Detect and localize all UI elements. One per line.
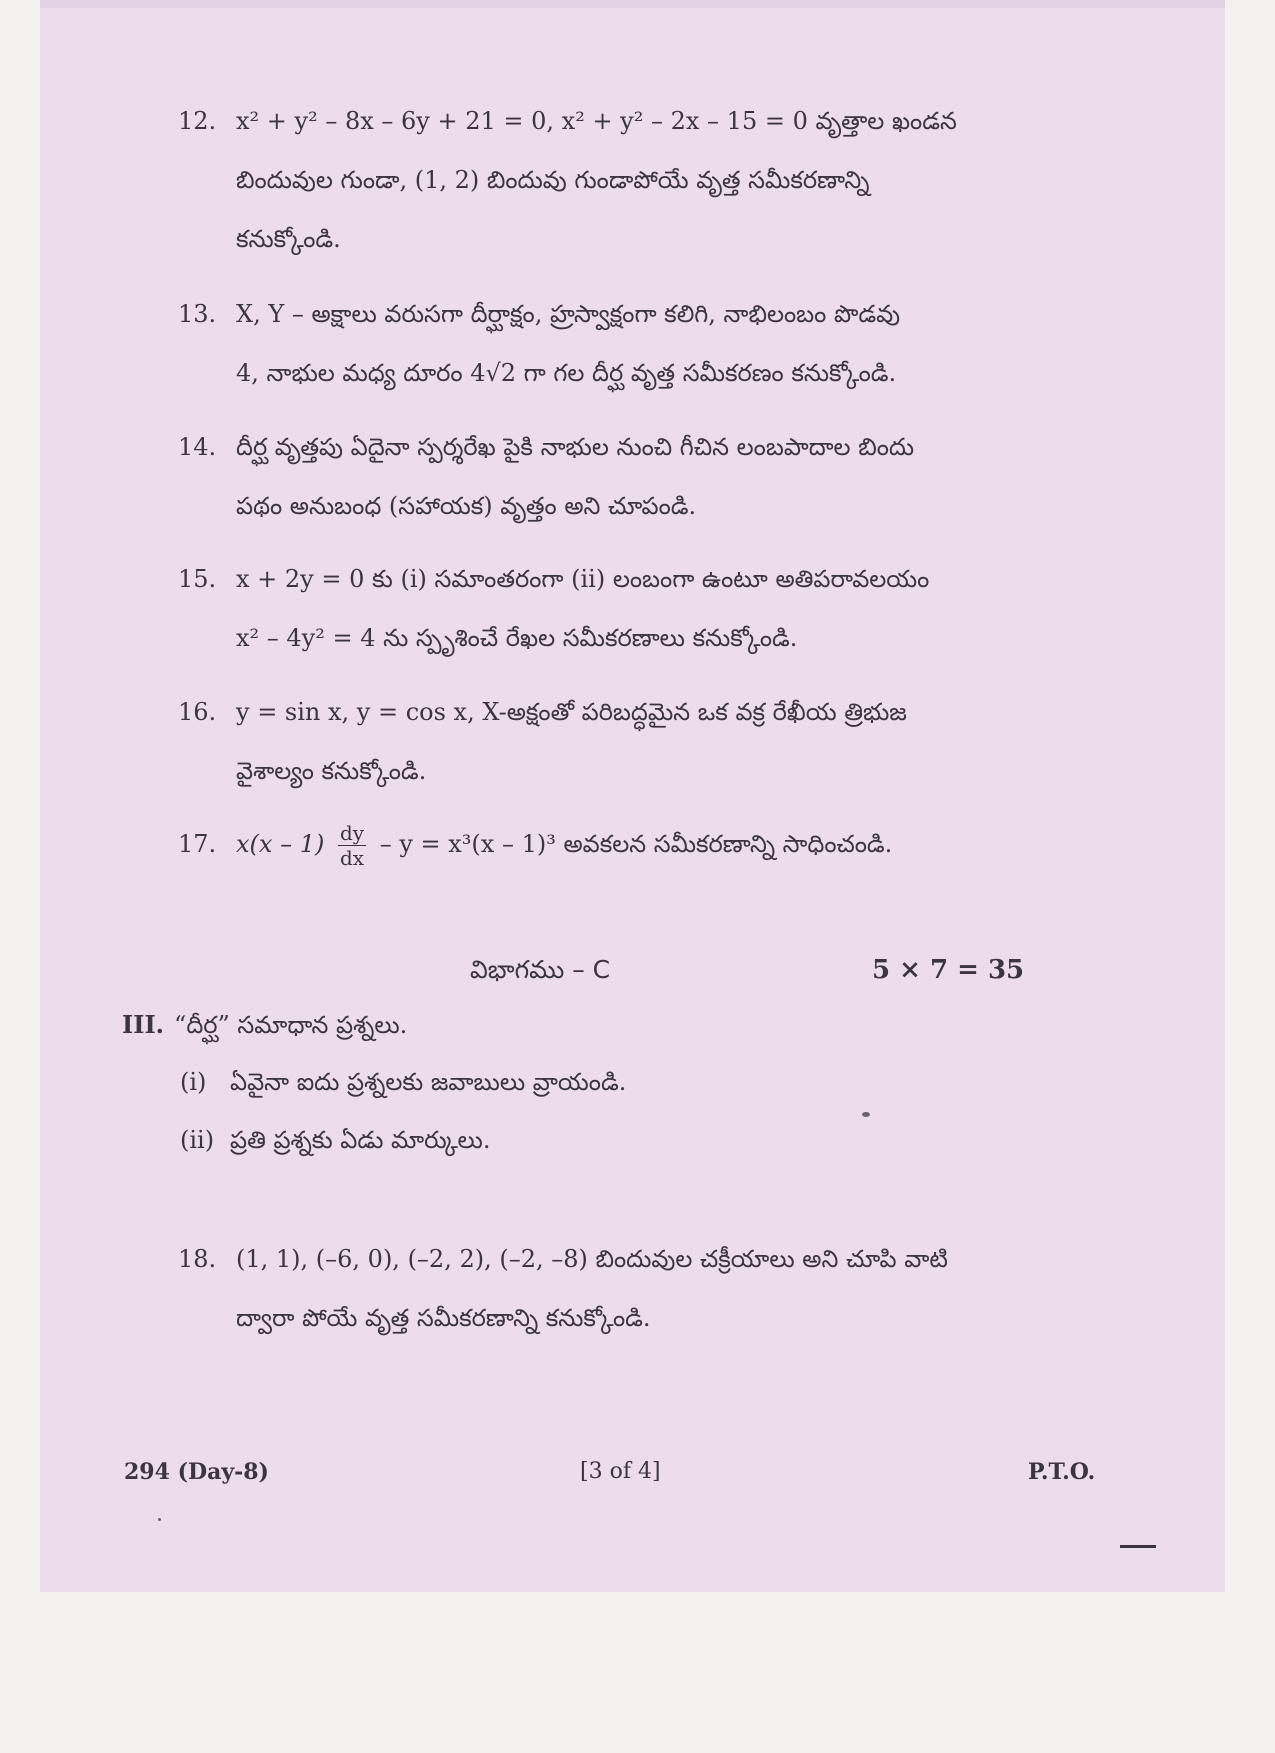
question-14: [178, 418, 1103, 536]
question-line: దీర్ఘ వృత్తపు ఏదైనా స్పర్శరేఖ పైకి నాభుల నుంచి గీచిన లంబపాదాల బిందు: [236, 433, 915, 461]
question-number: 13.: [178, 300, 217, 328]
question-13: [178, 285, 1103, 403]
question-number: 12.: [178, 107, 217, 135]
question-line: 4, నాభుల మధ్య దూరం 4√2 గా గల దీర్ఘ వృత్త సమీకరణం కనుక్కోండి.: [236, 359, 897, 387]
fraction-numerator: dy: [339, 821, 365, 845]
derivative-fraction: [338, 821, 366, 870]
question-line: ద్వారా పోయే వృత్త సమీకరణాన్ని కనుక్కోండి.: [236, 1304, 651, 1332]
fraction-denominator: dx: [339, 846, 365, 870]
paper-code: 294 (Day-8): [124, 1459, 269, 1485]
question-18: [178, 1230, 1103, 1348]
sheet-top-edge: [40, 0, 1225, 8]
question-16: [178, 683, 1103, 801]
question-line: కనుక్కోండి.: [236, 225, 341, 253]
instruction-item: [180, 1126, 490, 1160]
instruction-number: (i): [180, 1068, 207, 1096]
question-line: x + 2y = 0 కు (i) సమాంతరంగా (ii) లంబంగా ఉంటూ అతిపరావలయం: [236, 565, 930, 593]
section-roman-numeral: III.: [122, 1010, 165, 1039]
instruction-text: ప్రతి ప్రశ్నకు ఏడు మార్కులు.: [230, 1126, 491, 1154]
question-line: x² – 4y² = 4 ను స్పృశించే రేఖల సమీకరణాలు కనుక్కోండి.: [236, 624, 798, 652]
question-line: పథం అనుబంధ (సహాయక) వృత్తం అని చూపండి.: [236, 492, 697, 520]
scan-speck: [158, 1518, 161, 1521]
question-line: X, Y – అక్షాలు వరుసగా దీర్ఘాక్షం, హ్రస్వాక్షంగా కలిగి, నాభిలంబం పొడవు: [236, 300, 901, 328]
paper-sheet: [40, 0, 1225, 1592]
section-heading-text: “దీర్ఘ” సమాధాన ప్రశ్నలు.: [174, 1011, 408, 1039]
equation-lhs: x(x – 1): [236, 830, 325, 858]
section-marks: 5 × 7 = 35: [872, 955, 1025, 985]
section-title: విభాగము – C: [470, 955, 611, 984]
question-number: 16.: [178, 698, 217, 726]
instruction-item: [180, 1068, 626, 1102]
question-line: x² + y² – 8x – 6y + 21 = 0, x² + y² – 2x – 15 = 0 వృత్తాల ఖండన: [236, 107, 957, 135]
question-number: 14.: [178, 433, 217, 461]
question-number: 15.: [178, 565, 217, 593]
question-line: వైశాల్యం కనుక్కోండి.: [236, 757, 427, 785]
question-line: y = sin x, y = cos x, X-అక్షంతో పరిబద్ధమైన ఒక వక్ర రేఖీయ త్రిభుజ: [236, 698, 907, 726]
instruction-number: (ii): [180, 1126, 215, 1154]
question-15: [178, 550, 1103, 668]
instruction-text: ఏవైనా ఐదు ప్రశ్నలకు జవాబులు వ్రాయండి.: [230, 1068, 627, 1096]
question-17: [178, 815, 1103, 874]
section-heading: [122, 1010, 407, 1045]
scan-mark: [1120, 1545, 1156, 1548]
page-number: [3 of 4]: [580, 1459, 661, 1484]
please-turn-over: P.T.O.: [1028, 1459, 1096, 1485]
question-line: బిందువుల గుండా, (1, 2) బిందువు గుండాపోయే వృత్త సమీకరణాన్ని: [236, 166, 870, 194]
question-12: [178, 92, 1103, 269]
question-number: 17.: [178, 830, 217, 858]
question-line: (1, 1), (–6, 0), (–2, 2), (–2, –8) బిందువుల చక్రీయాలు అని చూపి వాటి: [236, 1245, 948, 1273]
equation-rhs: – y = x³(x – 1)³ అవకలన సమీకరణాన్ని సాధించండి.: [379, 830, 893, 858]
question-number: 18.: [178, 1245, 217, 1273]
scan-speck: [862, 1112, 870, 1117]
